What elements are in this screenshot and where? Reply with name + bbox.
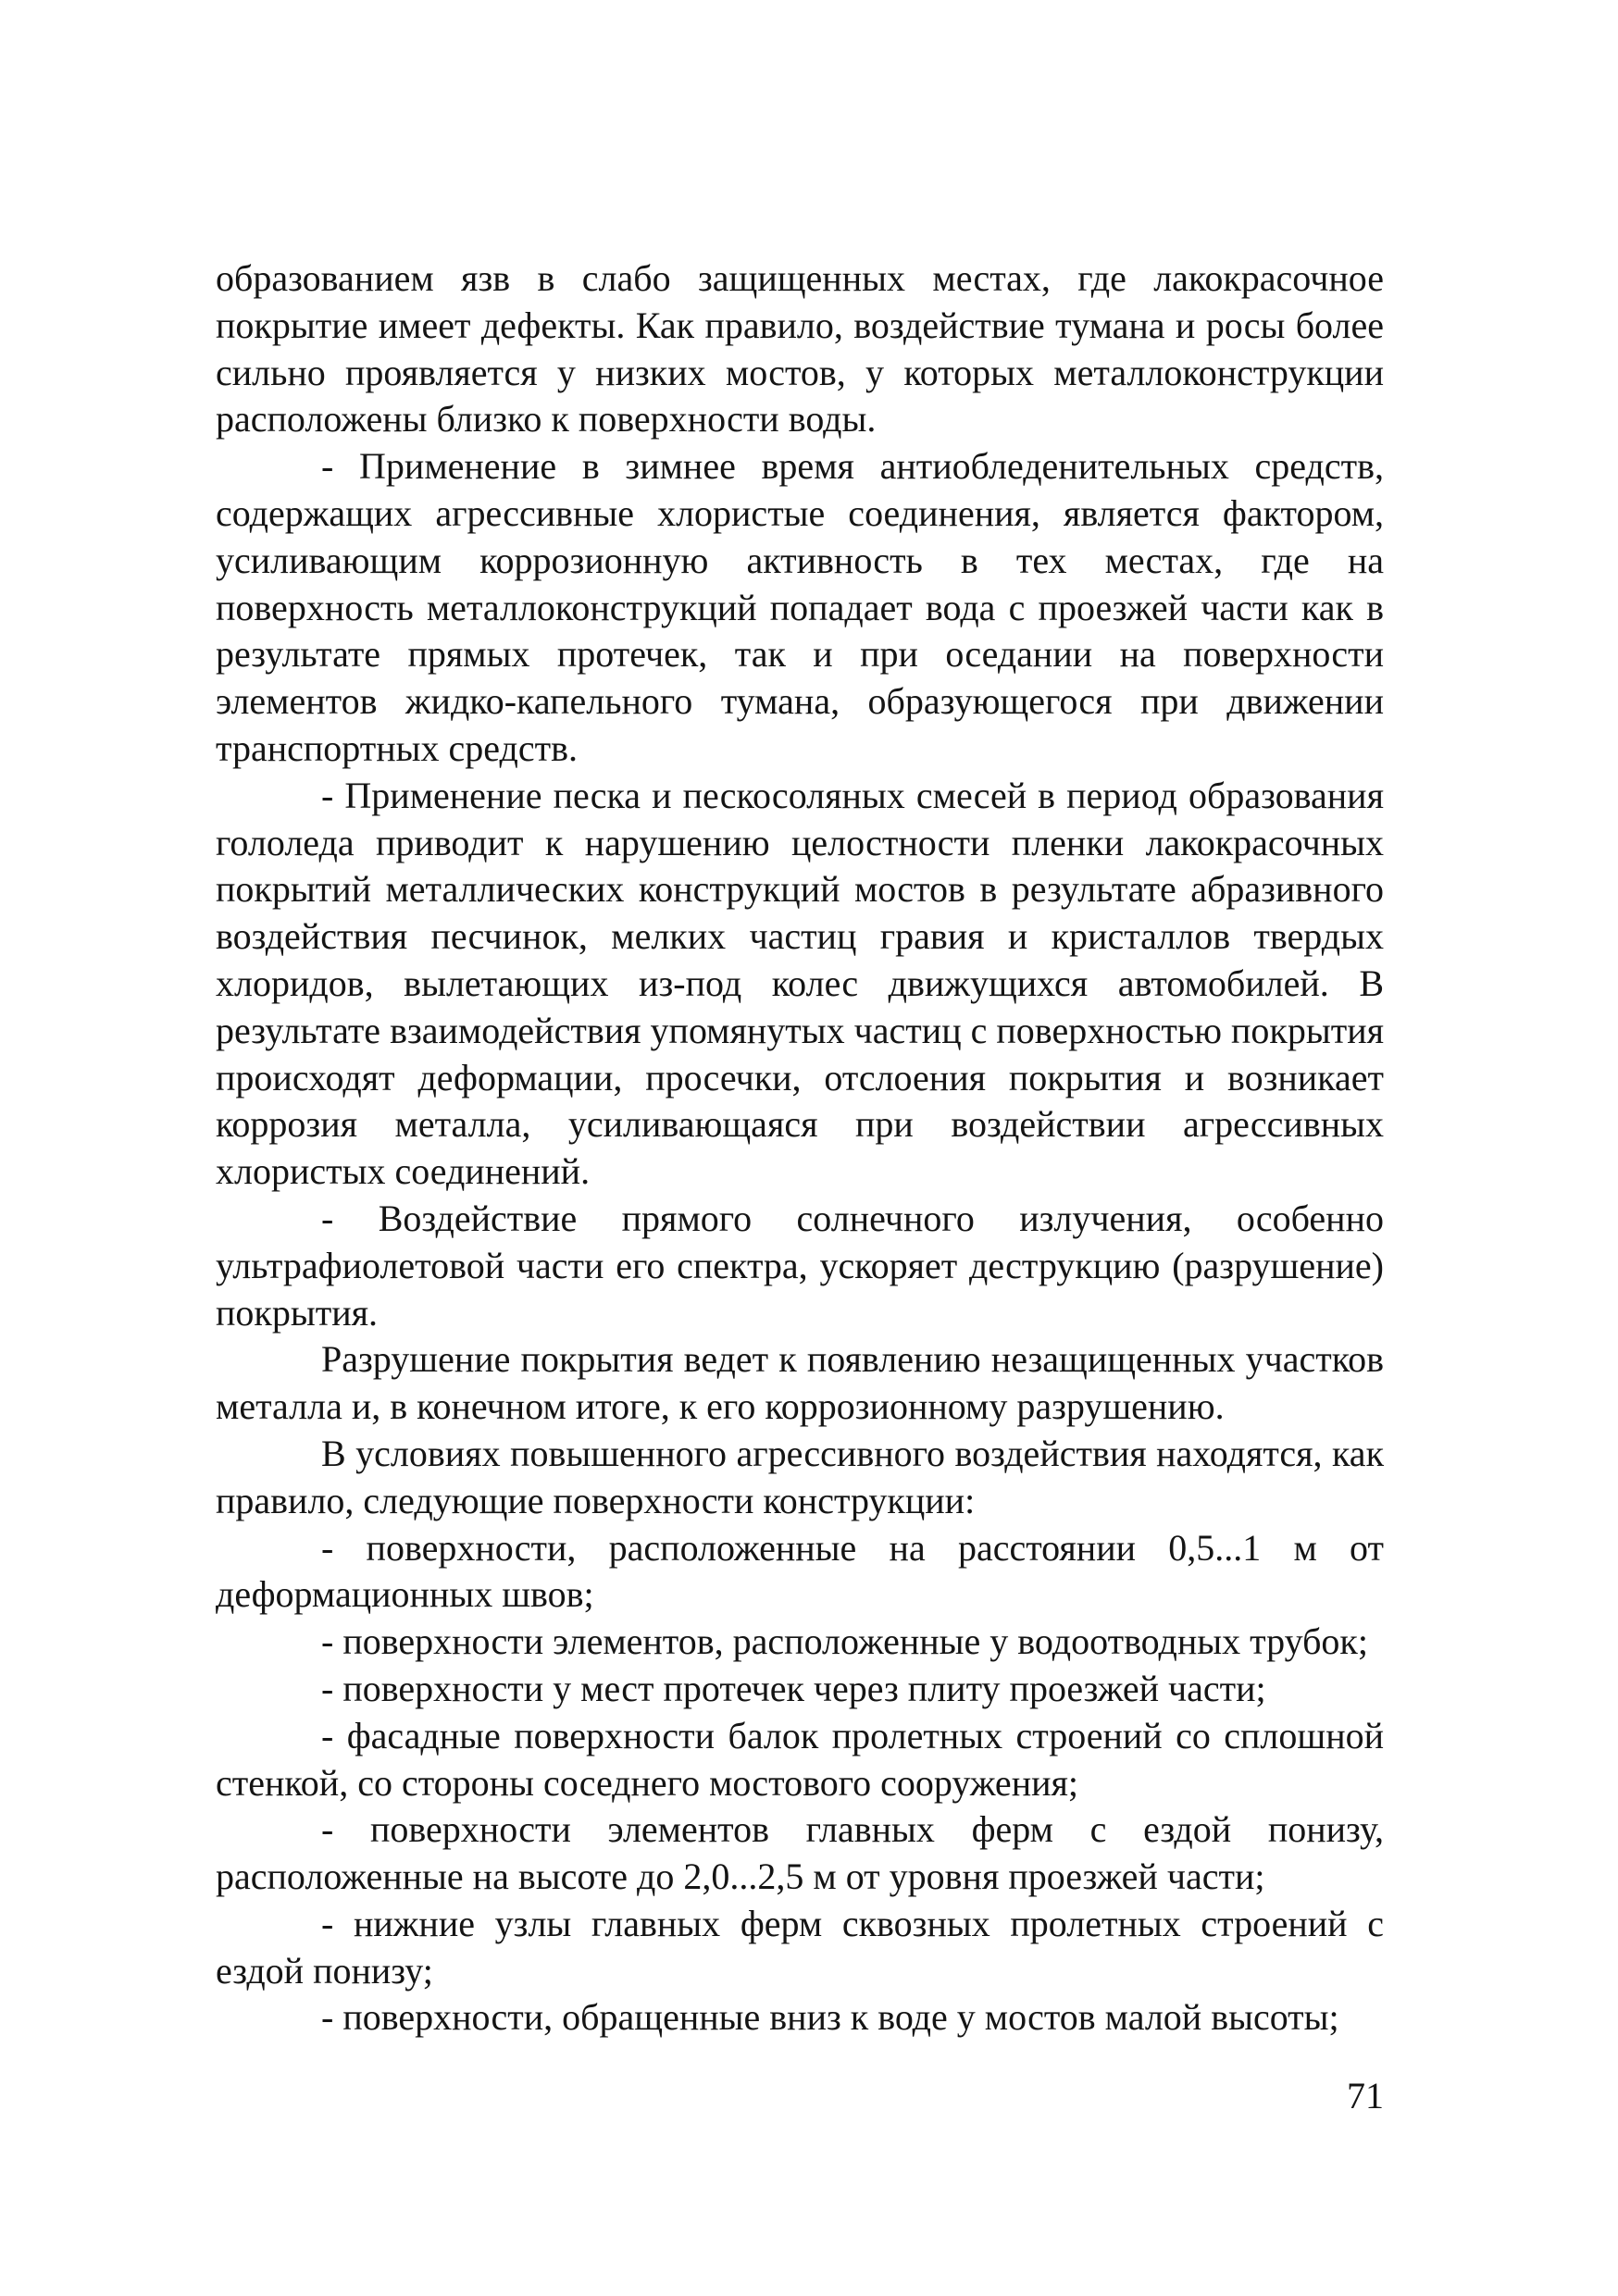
body-text	[216, 255, 1384, 2042]
list-item: - фасадные поверхности балок пролетных строений со сплошной стенкой, со стороны соседнего мостового сооружения;	[216, 1714, 1384, 1804]
list-item: - поверхности, обращенные вниз к воде у мостов малой высоты;	[321, 1996, 1339, 2039]
page-number: 71	[1347, 2075, 1384, 2116]
list-item: - нижние узлы главных ферм сквозных пролетных строений с ездой понизу;	[216, 1902, 1384, 1992]
paragraph-destruction: Разрушение покрытия ведет к появлению незащищенных участков металла и, в конечном итоге, к его коррозионному разрушению.	[216, 1338, 1384, 1428]
paragraph-continuation: образованием язв в слабо защищенных местах, где лакокрасочное покрытие имеет дефекты. Как правило, воздействие тумана и росы более сильно проявляется у низких мостов, у которых металлоконструкции расположены близко к поверхности воды.	[216, 257, 1384, 441]
list-item: - поверхности у мест протечек через плиту проезжей части;	[321, 1667, 1266, 1709]
list-item: - поверхности, расположенные на расстоянии 0,5...1 м от деформационных швов;	[216, 1526, 1384, 1616]
list-item: - поверхности элементов, расположенные у водоотводных трубок;	[321, 1620, 1368, 1663]
list-item: - поверхности элементов главных ферм с ездой понизу, расположенные на высоте до 2,0...2,5 м от уровня проезжей части;	[216, 1808, 1384, 1898]
paragraph-sunlight: - Воздействие прямого солнечного излучения, особенно ультрафиолетовой части его спектра, ускоряет деструкцию (разрушение) покрытия.	[216, 1197, 1384, 1334]
paragraph-antiicing: - Применение в зимнее время антиобледенительных средств, содержащих агрессивные хлористые соединения, является фактором, усиливающим коррозионную активность в тех местах, где на поверхность металлоконструкций попадает вода с проезжей части как в результате прямых протечек, так и при оседании на поверхности элементов жидко-капельного тумана, образующегося при движении транспортных средств.	[216, 445, 1384, 769]
paragraph-sand: - Применение песка и пескосоляных смесей в период образования гололеда приводит к нарушению целостности пленки лакокрасочных покрытий металлических конструкций мостов в результате абразивного воздействия песчинок, мелких частиц гравия и кристаллов твердых хлоридов, вылетающих из-под колес движущихся автомобилей. В результате взаимодействия упомянутых частиц с поверхностью покрытия происходят деформации, просечки, отслоения покрытия и возникает коррозия металла, усиливающаяся при воздействии агрессивных хлористых соединений.	[216, 774, 1384, 1193]
paragraph-conditions: В условиях повышенного агрессивного воздействия находятся, как правило, следующие поверхности конструкции:	[216, 1432, 1384, 1521]
